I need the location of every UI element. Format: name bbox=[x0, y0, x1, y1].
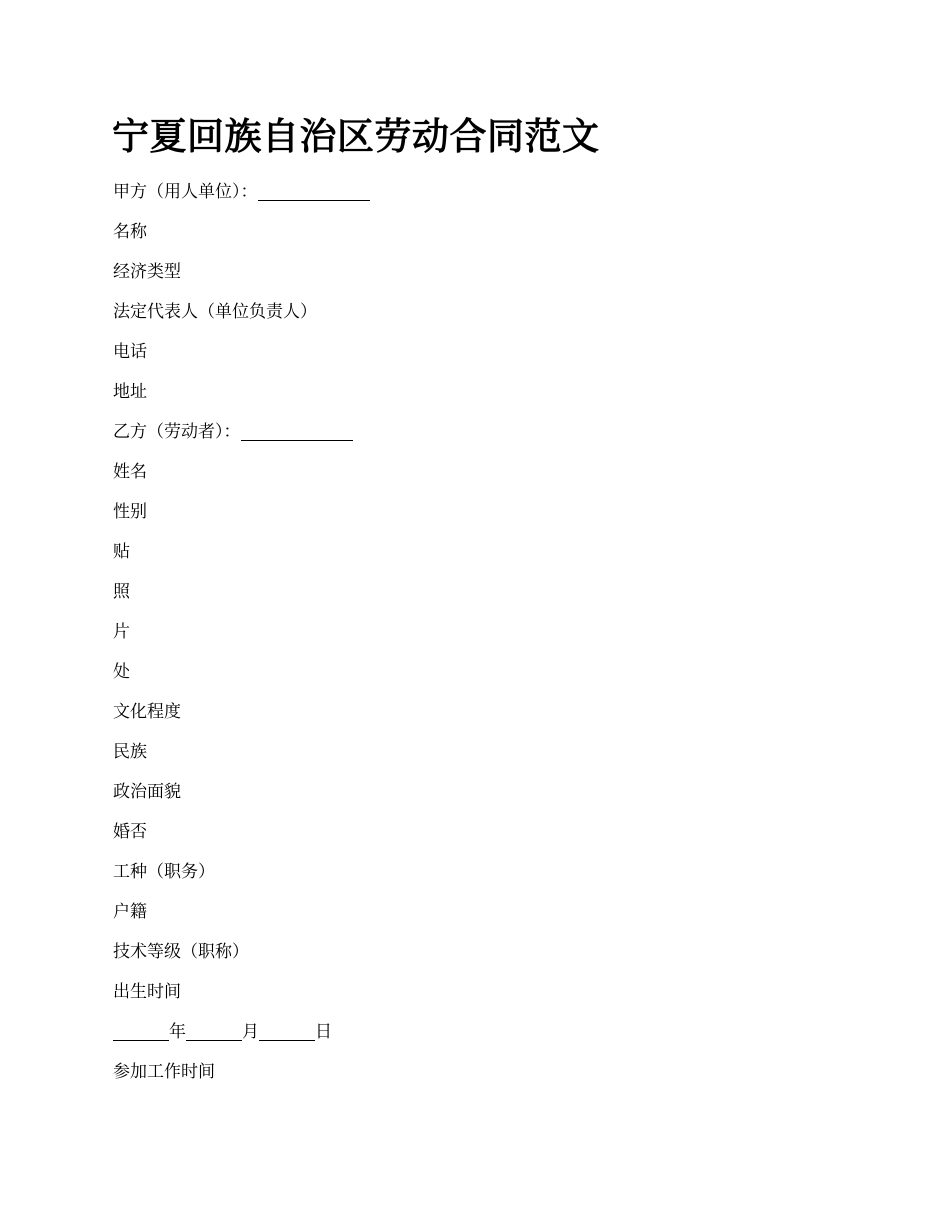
field-line: 经济类型 bbox=[113, 262, 181, 282]
field-line: 户籍 bbox=[113, 902, 147, 922]
year-label: 年 bbox=[169, 1022, 186, 1042]
document-title: 宁夏回族自治区劳动合同范文 bbox=[112, 114, 600, 158]
field-line: 处 bbox=[113, 662, 130, 682]
field-line: 出生时间 bbox=[113, 982, 181, 1002]
day-label: 日 bbox=[315, 1022, 332, 1042]
work-start-line: 参加工作时间 bbox=[113, 1062, 215, 1082]
field-line: 文化程度 bbox=[113, 702, 181, 722]
party-a-blank bbox=[258, 180, 370, 201]
field-line: 工种（职务） bbox=[113, 862, 215, 882]
field-line: 片 bbox=[113, 622, 130, 642]
party-b-line bbox=[113, 418, 853, 458]
month-blank bbox=[186, 1020, 242, 1041]
party-a-label: 甲方（用人单位）： bbox=[113, 182, 258, 202]
field-line: 性别 bbox=[113, 502, 147, 522]
field-line: 电话 bbox=[113, 342, 147, 362]
field-line: 技术等级（职称） bbox=[113, 942, 249, 962]
field-line: 民族 bbox=[113, 742, 147, 762]
contract-fields bbox=[113, 178, 853, 1098]
field-line: 法定代表人（单位负责人） bbox=[113, 302, 317, 322]
party-b-label: 乙方（劳动者）： bbox=[113, 422, 241, 442]
field-line: 贴 bbox=[113, 542, 130, 562]
field-line: 政治面貌 bbox=[113, 782, 181, 802]
party-a-line bbox=[113, 178, 853, 218]
field-line: 照 bbox=[113, 582, 130, 602]
year-blank bbox=[113, 1020, 169, 1041]
field-line: 地址 bbox=[113, 382, 147, 402]
day-blank bbox=[259, 1020, 315, 1041]
field-line: 婚否 bbox=[113, 822, 147, 842]
party-b-blank bbox=[241, 420, 353, 441]
field-line: 姓名 bbox=[113, 462, 147, 482]
birth-date-line bbox=[113, 1018, 853, 1058]
field-line: 名称 bbox=[113, 222, 147, 242]
month-label: 月 bbox=[242, 1022, 259, 1042]
